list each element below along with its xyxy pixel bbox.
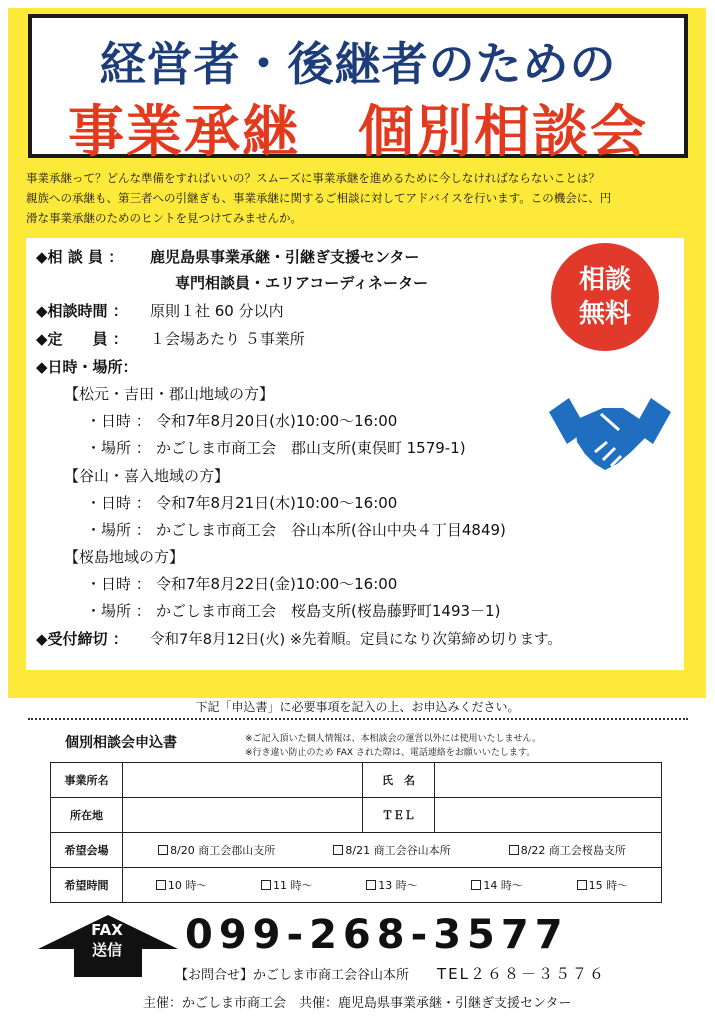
time-option-label: 13 時～ [378, 879, 418, 892]
time-label: ◆相談時間 ： [36, 302, 128, 320]
date-value: 令和7年8月21日(木)10:00～16:00 [156, 494, 398, 512]
deadline-value: 令和7年8月12日(火) ※先着順。定員になり次第締め切ります。 [150, 632, 562, 648]
time-option-label: 10 時～ [167, 879, 208, 892]
date-value: 令和7年8月20日(水)10:00～16:00 [156, 412, 398, 430]
date-label: ・日時 ： [86, 575, 151, 593]
consultant-value-2: 専門相談員・エリアコーディネーター [175, 274, 429, 292]
fax-number: 099-268-3577 [185, 912, 569, 958]
intro-line: 滑な事業承継のためのヒントを見つけてみませんか。 [26, 211, 302, 225]
area-name: 【松元・吉田・郡山地域の方】 [64, 385, 275, 403]
badge-line-2: 無料 [578, 299, 631, 329]
name-field[interactable] [435, 763, 662, 798]
venue-option-label: 8/21 商工会谷山本所 [345, 844, 451, 857]
venue-option-label: 8/20 商工会郡山支所 [170, 844, 276, 857]
time-option-label: 14 時～ [483, 879, 523, 892]
time-option-label: 11 時～ [273, 879, 313, 892]
form-title: 個別相談会申込書 [65, 735, 177, 751]
date-label: ・日時 ： [86, 494, 151, 512]
place-label: ・場所 ： [86, 602, 151, 620]
deadline-label: ◆受付締切 ： [36, 630, 128, 648]
contact-info [175, 963, 606, 984]
area-name: 【桜島地域の方】 [64, 548, 185, 566]
name-label: 氏 名 [363, 763, 435, 798]
checkbox-icon[interactable] [158, 845, 168, 855]
time-value: 原則１社 60 分以内 [150, 302, 284, 320]
consultant-label: ◆相 談 員 ： [36, 248, 124, 266]
venue-option[interactable] [158, 842, 275, 858]
business-name-field[interactable] [123, 763, 363, 798]
intro-text [26, 168, 696, 228]
checkbox-icon[interactable] [471, 880, 481, 890]
title-line-1: 経営者・後継者のための [99, 37, 617, 91]
time-option[interactable] [577, 877, 629, 893]
handshake-icon [545, 390, 675, 480]
checkbox-icon[interactable] [577, 880, 587, 890]
apply-note: 下記「申込書」に必要事項を記入の上、お申込みください。 [195, 700, 520, 714]
business-name-label: 事業所名 [51, 763, 123, 798]
time-option-label: 15 時～ [588, 879, 629, 892]
place-label: ・場所 ： [86, 439, 151, 457]
checkbox-icon[interactable] [333, 845, 343, 855]
place-value: かごしま市商工会 谷山本所(谷山中央４丁目4849) [156, 521, 506, 539]
venue-label: 希望会場 [51, 833, 123, 868]
date-value: 令和7年8月22日(金)10:00～16:00 [156, 575, 398, 593]
tel-label: ＴＥＬ [363, 798, 435, 833]
fax-label-line-1: FAX [91, 921, 123, 939]
privacy-notice: ※ご記入頂いた個人情報は、本相談会の運営以外には使用いたしません。 [245, 734, 542, 744]
venue-option[interactable] [333, 842, 450, 858]
venue-option-label: 8/22 商工会桜島支所 [520, 844, 626, 857]
sponsor-text: 主催：かごしま市商工会 共催：鹿児島県事業承継・引継ぎ支援センター [143, 996, 572, 1011]
time-option[interactable] [156, 877, 208, 893]
time-option[interactable] [261, 877, 313, 893]
time-pref-label: 希望時間 [51, 868, 123, 903]
checkbox-icon[interactable] [156, 880, 166, 890]
place-value: かごしま市商工会 郡山支所(東俣町 1579-1) [156, 439, 466, 457]
intro-line: 事業承継って？どんな準備をすればいいの？スムーズに事業承継を進めるために今しなければならないことは？ [26, 171, 600, 185]
contact-text: 【お問合せ】かごしま市商工会谷山本所 [175, 968, 410, 983]
time-option[interactable] [471, 877, 523, 893]
address-label: 所在地 [51, 798, 123, 833]
title-line-2: 事業承継 個別相談会 [68, 100, 648, 165]
datetime-label: ◆日時・場所： [36, 358, 138, 376]
tel-field[interactable] [435, 798, 662, 833]
badge-line-1: 相談 [578, 265, 631, 295]
intro-line: 親族への承継も、第三者への引継ぎも、事業承継に関するご相談に対してアドバイスを行います。この機会に、円 [26, 191, 612, 205]
contact-tel: TEL２６８－３５７６ [437, 965, 607, 983]
address-field[interactable] [123, 798, 363, 833]
time-options [123, 868, 662, 903]
fax-notice: ※行き違い防止のため FAX された際は、電話連絡をお願いいたします。 [245, 748, 536, 758]
checkbox-icon[interactable] [261, 880, 271, 890]
consultant-value: 鹿児島県事業承継・引継ぎ支援センター [150, 248, 420, 266]
date-label: ・日時 ： [86, 412, 151, 430]
venue-options [123, 833, 662, 868]
capacity-value: １会場あたり ５事業所 [150, 330, 305, 348]
time-option[interactable] [366, 877, 418, 893]
venue-option[interactable] [509, 842, 626, 858]
checkbox-icon[interactable] [366, 880, 376, 890]
application-form-table [50, 762, 662, 903]
area-name: 【谷山・喜入地域の方】 [64, 467, 230, 485]
cut-line-divider [28, 718, 688, 720]
fax-label [84, 920, 130, 960]
fax-label-line-2: 送信 [91, 941, 122, 959]
place-value: かごしま市商工会 桜島支所(桜島藤野町1493－1) [156, 602, 501, 620]
place-label: ・場所 ： [86, 521, 151, 539]
free-consultation-badge [551, 243, 659, 351]
capacity-label: ◆定 員 ： [36, 330, 128, 348]
title-box [28, 14, 688, 165]
checkbox-icon[interactable] [509, 845, 519, 855]
